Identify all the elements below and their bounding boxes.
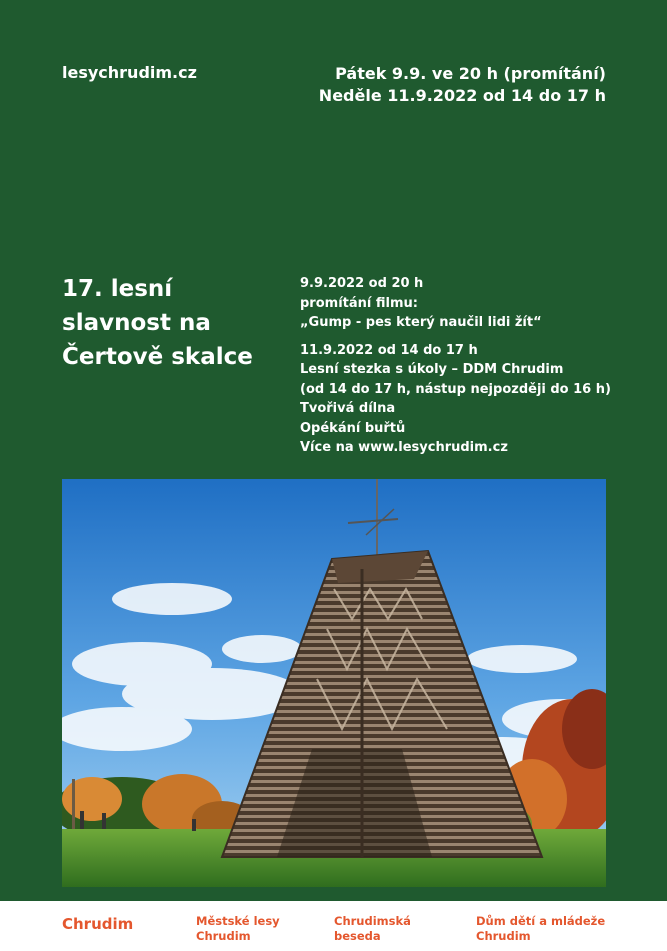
event-title [62,272,282,374]
mestske-lesy-logo: Městské lesy Chrudim [196,914,280,943]
program-item: Opékání buřtů [300,420,406,436]
date-line-sunday: Neděle 11.9.2022 od 14 do 17 h [318,86,606,105]
title-line-1: 17. lesní [62,276,173,302]
program-item: Více na www.lesychrudim.cz [300,440,508,455]
lookout-tower-photo [62,479,606,887]
program-item: „Gump - pes který naučil lidi žít“ [300,315,542,330]
program-item: promítání filmu: [300,295,418,311]
event-dates [319,63,606,107]
title-line-2: slavnost na [62,310,211,336]
title-line-3: Čertově skalce [62,344,253,370]
website-label: lesychrudim.cz [62,63,197,82]
program-item: Tvořivá dílna [300,401,396,416]
program-item: (od 14 do 17 h, nástup nejpozději do 16 h) [300,381,611,397]
ddm-logo: Dům dětí a mládeže Chrudim [476,914,606,943]
chrudimska-beseda-logo: Chrudimská beseda [334,914,411,943]
program-item: 9.9.2022 od 20 h [300,276,424,291]
program-item: Lesní stezka s úkoly – DDM Chrudim [300,362,564,377]
chrudim-logo: Chrudim [62,915,134,933]
program-item: 11.9.2022 od 14 do 17 h [300,342,478,358]
program-list [300,274,630,458]
date-line-friday: Pátek 9.9. ve 20 h (promítání) [335,64,606,83]
